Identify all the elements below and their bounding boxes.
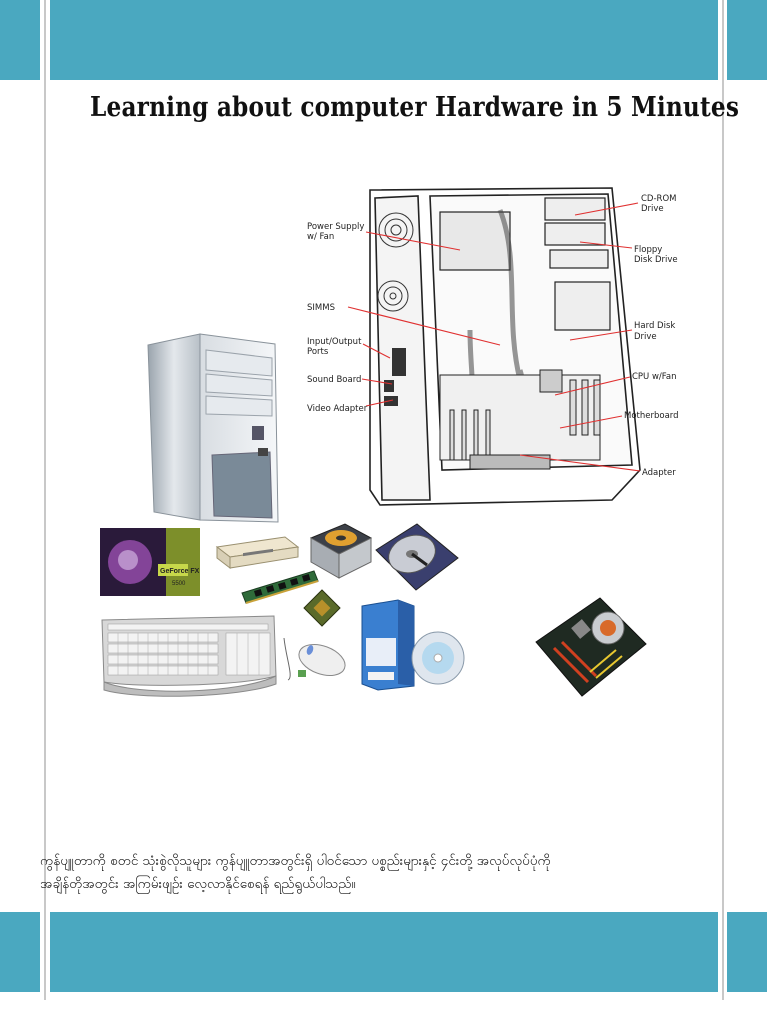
diagram-label-motherboard: Motherboard [624,411,679,421]
diagram-label-power-supply-2: w/ Fan [307,232,335,242]
diagram-label-hard-disk-2: Drive [634,332,657,342]
diagram-label-adapter: Adapter [642,468,676,478]
diagram-label-cdrom-2: Drive [641,204,664,214]
diagram-label-io-ports: Input/Output [307,337,362,347]
motherboard [440,370,600,469]
mouse-image [280,628,350,683]
diagram-label-hard-disk: Hard Disk [634,321,676,331]
diagram-label-floppy: Floppy [634,245,663,255]
page-title: Learning about computer Hardware in 5 Minutes [90,92,740,123]
intro-line-1: ကွန်ပျူတာကို စတင် သုံးစွဲလိုသူများ ကွန်ပျူတာအတွင်းရှိ ပါဝင်သော ပစ္စည်းများနှင့် ၄င်းတို့ အလုပ်လုပ်ပုံကို [40,853,551,869]
graphics-card-brand: GeForce FX [160,568,200,575]
cpu-chip-image [302,588,342,628]
graphics-card-model: 5500 [172,581,186,587]
software-box-image [358,598,468,693]
intro-line-2: အချိန်တိုအတွင်း အကြမ်းဖျဉ်း လေ့လာနိုင်စေရန် ရည်ရွယ်ပါသည်။ [40,876,356,892]
intro-paragraph [40,850,640,896]
diagram-label-io-ports-2: Ports [307,347,329,357]
power-supply [440,212,510,270]
graphics-card-box-image [100,528,200,598]
keyboard-image [98,612,278,697]
diagram-label-cdrom: CD-ROM [641,194,677,204]
diagram-label-power-supply: Power Supply [307,222,365,232]
diagram-label-cpu: CPU w/Fan [632,372,677,382]
diagram-label-video-adapter: Video Adapter [307,404,368,414]
cpu-fan-image [305,518,375,583]
diagram-label-floppy-2: Disk Drive [634,255,678,265]
diagram-label-sound-board: Sound Board [307,375,362,385]
tower-pc-image [140,330,290,530]
drive-bays [545,198,610,330]
motherboard-image [530,592,650,702]
diagram-label-simms: SIMMS [307,303,335,313]
hard-disk-image [372,520,462,595]
